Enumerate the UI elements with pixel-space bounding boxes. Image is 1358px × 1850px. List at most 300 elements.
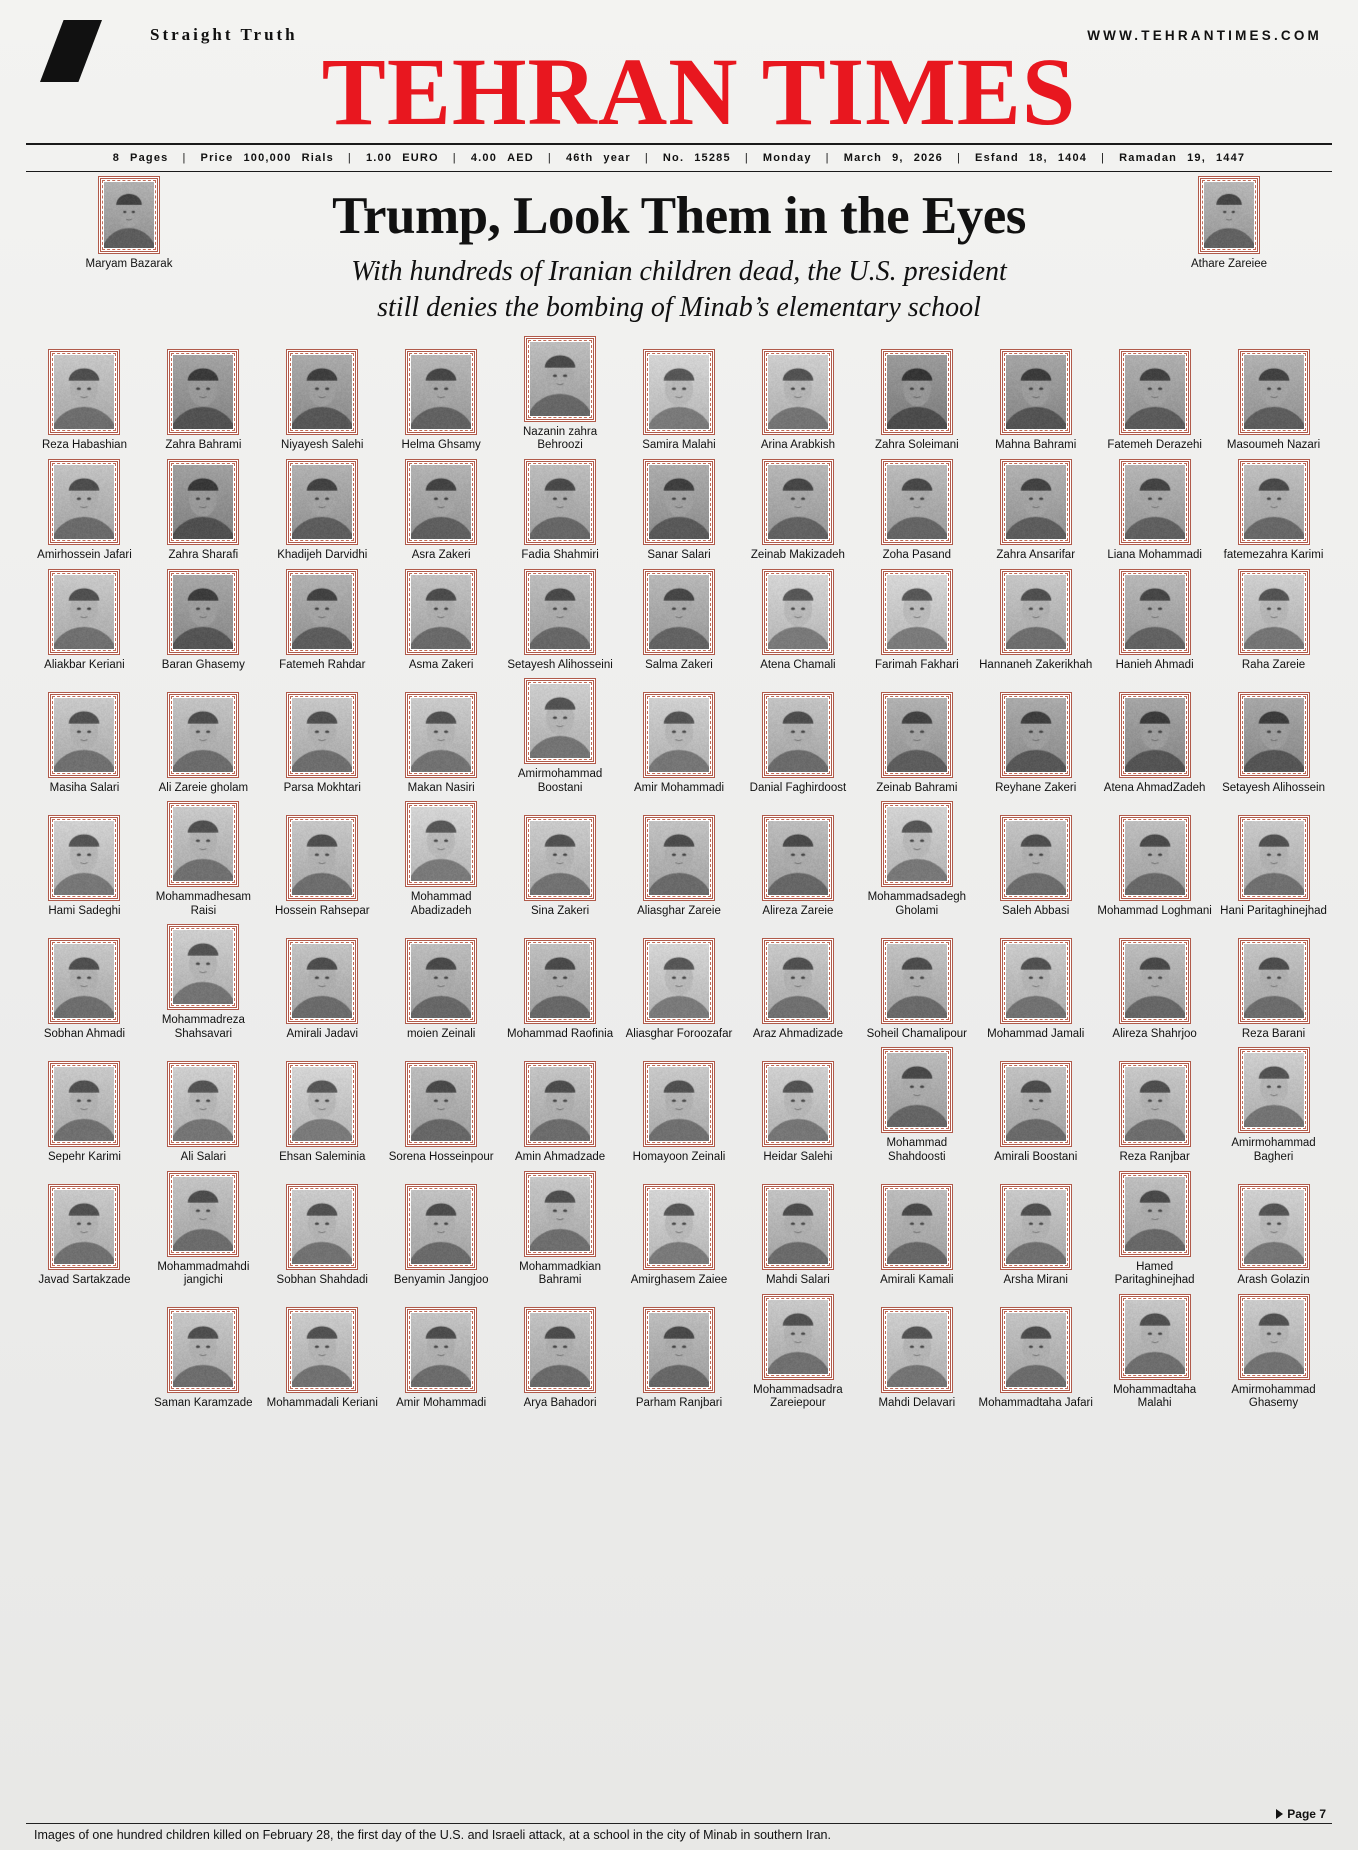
portrait-caption: Aliasghar Zareie (637, 904, 721, 917)
victim-portrait (383, 349, 500, 453)
portrait-cell (264, 1061, 381, 1165)
portrait-photo (54, 575, 114, 649)
victim-portrait (1096, 569, 1213, 673)
photo-frame (643, 1061, 715, 1147)
portrait-caption: Saman Karamzade (154, 1397, 253, 1410)
victim-portrait (145, 1307, 262, 1411)
photo-frame (643, 349, 715, 435)
portrait-caption: Atena Chamali (760, 658, 836, 671)
portrait-cell (383, 349, 500, 453)
portrait-caption: Mohammad Jamali (987, 1027, 1085, 1040)
portrait-photo (768, 465, 828, 539)
portrait-cell (621, 1184, 738, 1288)
portrait-photo (887, 1053, 947, 1127)
victim-portrait (1215, 692, 1332, 796)
victim-portrait (621, 569, 738, 673)
victim-portrait (502, 569, 619, 673)
portrait-caption: Parsa Mokhtari (283, 781, 361, 794)
portrait-cell (977, 1061, 1094, 1165)
portrait-caption: fatemezahra Karimi (1223, 548, 1324, 561)
photo-frame (524, 815, 596, 901)
victim-portrait (739, 569, 856, 673)
victim-portrait (383, 569, 500, 673)
portrait-cell (502, 1061, 619, 1165)
portrait-photo (173, 355, 233, 429)
portrait-photo (411, 1313, 471, 1387)
portrait-photo (1006, 944, 1066, 1018)
victim-portrait (1096, 349, 1213, 453)
portrait-caption: Salma Zakeri (645, 658, 713, 671)
portrait-caption: Atena AhmadZadeh (1103, 781, 1206, 794)
portrait-caption: Zahra Soleimani (874, 439, 959, 452)
photo-frame (1238, 349, 1310, 435)
victim-portrait (26, 938, 143, 1042)
portrait-photo (1125, 1067, 1185, 1141)
photo-frame (1238, 569, 1310, 655)
portrait-cell (383, 692, 500, 796)
portrait-photo (768, 1300, 828, 1374)
portrait-photo (887, 1313, 947, 1387)
portrait-caption: Baran Ghasemy (161, 658, 245, 671)
portrait-cell (1096, 938, 1213, 1042)
portrait-caption: Fatemeh Derazehi (1107, 439, 1202, 452)
portrait-caption: Arina Arabkish (760, 439, 835, 452)
portrait-cell (1215, 1184, 1332, 1288)
portrait-photo (649, 575, 709, 649)
portrait-caption: Amirali Kamali (880, 1274, 954, 1287)
victim-portrait (621, 1184, 738, 1288)
photo-frame (762, 938, 834, 1024)
portrait-photo (1125, 698, 1185, 772)
portrait-cell (977, 459, 1094, 563)
portrait-cell (621, 1307, 738, 1411)
photo-frame (1119, 569, 1191, 655)
photo-frame (643, 569, 715, 655)
masthead (26, 0, 1332, 172)
photo-frame (881, 1307, 953, 1393)
portrait-photo (649, 821, 709, 895)
photo-frame (1000, 815, 1072, 901)
portrait-photo (1006, 1313, 1066, 1387)
portrait-photo (887, 1190, 947, 1264)
portrait-caption: Ehsan Saleminia (279, 1151, 366, 1164)
photo-frame (167, 924, 239, 1010)
info-token: AED (507, 152, 534, 165)
portrait-photo (1244, 698, 1304, 772)
portrait-caption: Setayesh Alihosseini (507, 658, 613, 671)
portrait-photo (530, 1177, 590, 1251)
portrait-cell (502, 459, 619, 563)
photo-frame (762, 1294, 834, 1380)
victim-portrait (1215, 1184, 1332, 1288)
portrait-caption: Amirali Boostani (994, 1151, 1078, 1164)
portrait-photo (649, 465, 709, 539)
portrait-cell (1096, 1294, 1213, 1411)
portrait-photo (1006, 1190, 1066, 1264)
slogan: Straight Truth (150, 25, 298, 44)
portrait-photo (411, 355, 471, 429)
victim-portrait (621, 459, 738, 563)
photo-frame (881, 459, 953, 545)
portrait-photo (1125, 575, 1185, 649)
portrait-caption: Mohammadtaha Jafari (978, 1397, 1093, 1410)
info-token: EURO (402, 152, 439, 165)
portrait-photo (1006, 1067, 1066, 1141)
victim-portrait (858, 569, 975, 673)
portrait-row (26, 801, 1332, 918)
portrait-caption: Khadijeh Darvidhi (277, 548, 368, 561)
victim-portrait (977, 1307, 1094, 1411)
portrait-caption: Benyamin Jangjoo (393, 1274, 489, 1287)
photo-frame (762, 815, 834, 901)
portrait-caption: Sorena Hosseinpour (388, 1151, 494, 1164)
victim-portrait (26, 1061, 143, 1165)
portrait-photo (411, 807, 471, 881)
victim-portrait (502, 678, 619, 795)
portrait-cell (502, 938, 619, 1042)
portrait-caption: Masoumeh Nazari (1226, 439, 1321, 452)
info-token: Esfand (975, 152, 1019, 165)
victim-portrait (739, 815, 856, 919)
portrait-caption: Arash Golazin (1237, 1274, 1310, 1287)
info-separator: | (452, 152, 457, 165)
portrait-caption: Ali Zareie gholam (158, 781, 249, 794)
portrait-cell (739, 938, 856, 1042)
photo-frame (1238, 1294, 1310, 1380)
portrait-caption: Fatemeh Rahdar (279, 658, 366, 671)
portrait-photo (649, 698, 709, 772)
portrait-photo (1244, 944, 1304, 1018)
photo-frame (524, 1171, 596, 1257)
info-token: Rials (301, 152, 334, 165)
headline-block (26, 172, 1332, 332)
portrait-caption: Farimah Fakhari (874, 658, 959, 671)
photo-frame (762, 692, 834, 778)
portrait-photo (768, 944, 828, 1018)
photo-frame (881, 692, 953, 778)
paper-title: TEHRAN TIMES (321, 38, 1077, 145)
victims-portrait-grid (26, 336, 1332, 1411)
portrait-caption: Parham Ranjbari (635, 1397, 723, 1410)
victim-portrait (264, 938, 381, 1042)
portrait-caption: moien Zeinali (406, 1027, 476, 1040)
portrait-photo (1125, 1300, 1185, 1374)
victim-portrait (383, 1184, 500, 1288)
photo-frame (1238, 938, 1310, 1024)
info-separator: | (347, 152, 352, 165)
portrait-cell (26, 349, 143, 453)
victim-portrait (502, 1307, 619, 1411)
portrait-caption: Raha Zareie (1241, 658, 1306, 671)
portrait-cell (383, 801, 500, 918)
victim-portrait (145, 1061, 262, 1165)
info-token: 19, (1187, 152, 1206, 165)
portrait-cell (502, 569, 619, 673)
victim-portrait (145, 924, 262, 1041)
portrait-photo (1204, 182, 1254, 248)
triangle-right-icon (1276, 1809, 1283, 1819)
portrait-cell (739, 815, 856, 919)
portrait-caption: Saleh Abbasi (1002, 904, 1070, 917)
portrait-cell (502, 1171, 619, 1288)
victim-portrait (264, 349, 381, 453)
photo-frame (762, 1184, 834, 1270)
portrait-row (26, 678, 1332, 795)
portrait-photo (1244, 575, 1304, 649)
victim-portrait (1215, 569, 1332, 673)
victim-portrait (739, 349, 856, 453)
portrait-cell (383, 1184, 500, 1288)
victim-portrait (383, 938, 500, 1042)
portrait-photo (292, 944, 352, 1018)
portrait-photo (292, 1067, 352, 1141)
photo-frame (1198, 176, 1260, 254)
photo-frame (1119, 459, 1191, 545)
portrait-caption: Amirhossein Jafari (37, 548, 132, 561)
photo-frame (48, 569, 120, 655)
portrait-photo (54, 1190, 114, 1264)
portrait-photo (54, 465, 114, 539)
photo-frame (524, 569, 596, 655)
info-token: Pages (130, 152, 169, 165)
victim-portrait (977, 459, 1094, 563)
victim-portrait (858, 459, 975, 563)
photo-frame (881, 349, 953, 435)
portrait-cell (264, 459, 381, 563)
website-url[interactable]: WWW.TEHRANTIMES.COM (1087, 27, 1322, 43)
photo-frame (286, 349, 358, 435)
portrait-photo (1006, 575, 1066, 649)
victim-portrait (502, 938, 619, 1042)
portrait-cell (26, 1184, 143, 1288)
photo-frame (286, 1061, 358, 1147)
victim-portrait (26, 1184, 143, 1288)
victim-portrait (502, 336, 619, 453)
victim-portrait (264, 692, 381, 796)
portrait-caption: Mohammad Shahdoosti (886, 1137, 948, 1164)
photo-frame (48, 815, 120, 901)
photo-frame (1119, 815, 1191, 901)
photo-frame (405, 692, 477, 778)
victim-portrait (621, 938, 738, 1042)
portrait-caption: Sobhan Shahdadi (276, 1274, 368, 1287)
portrait-cell (26, 938, 143, 1042)
portrait-photo (649, 944, 709, 1018)
photo-frame (48, 459, 120, 545)
portrait-caption: Helma Ghsamy (401, 439, 481, 452)
victim-portrait (145, 801, 262, 918)
portrait-caption: Athare Zareiee (1190, 258, 1268, 271)
page-headline: Trump, Look Them in the Eyes (332, 187, 1026, 246)
victim-portrait (977, 569, 1094, 673)
photo-frame (167, 801, 239, 887)
portrait-caption: Mahna Bahrami (995, 439, 1077, 452)
portrait-photo (530, 821, 590, 895)
portrait-cell (977, 1184, 1094, 1288)
portrait-caption: Amin Ahmadzade (515, 1151, 606, 1164)
portrait-caption: Reza Ranjbar (1119, 1151, 1190, 1164)
info-token: 46th (565, 152, 594, 165)
victim-portrait (621, 815, 738, 919)
victim-portrait (739, 459, 856, 563)
portrait-caption: Sina Zakeri (530, 904, 590, 917)
victim-portrait (1096, 1171, 1213, 1288)
photo-frame (286, 459, 358, 545)
photo-frame (286, 1184, 358, 1270)
victim-portrait (1215, 1047, 1332, 1164)
victim-portrait (264, 1061, 381, 1165)
subheadline-line-2: still denies the bombing of Minab’s elementary school (377, 292, 981, 324)
portrait-cell (1096, 569, 1213, 673)
photo-frame (643, 815, 715, 901)
victim-portrait (26, 349, 143, 453)
portrait-cell (739, 692, 856, 796)
portrait-caption: Aliasghar Foroozafar (625, 1027, 733, 1040)
photo-frame (524, 336, 596, 422)
portrait-cell (145, 692, 262, 796)
portrait-cell (26, 569, 143, 673)
portrait-cell (264, 349, 381, 453)
photo-frame (1000, 569, 1072, 655)
victim-portrait (1215, 938, 1332, 1042)
photo-frame (1238, 1047, 1310, 1133)
portrait-cell (145, 924, 262, 1041)
portrait-cell (858, 1307, 975, 1411)
portrait-cell (621, 692, 738, 796)
victim-portrait (739, 692, 856, 796)
portrait-caption: Masiha Salari (49, 781, 120, 794)
portrait-row (26, 569, 1332, 673)
corner-portrait-left (70, 176, 188, 272)
victim-portrait (1096, 938, 1213, 1042)
portrait-cell (858, 801, 975, 918)
portrait-cell (1215, 1294, 1332, 1411)
page-reference[interactable] (26, 1807, 1332, 1821)
photo-frame (286, 938, 358, 1024)
portrait-row (26, 1171, 1332, 1288)
portrait-caption: Javad Sartakzade (38, 1274, 131, 1287)
portrait-caption: Hannaneh Zakerikhah (979, 658, 1093, 671)
portrait-caption: Asma Zakeri (408, 658, 474, 671)
victim-portrait (145, 692, 262, 796)
portrait-cell (502, 678, 619, 795)
portrait-cell (383, 1061, 500, 1165)
portrait-caption: Sepehr Karimi (48, 1151, 121, 1164)
portrait-photo (411, 944, 471, 1018)
portrait-caption: Mahdi Salari (765, 1274, 830, 1287)
photo-frame (1119, 1061, 1191, 1147)
victim-portrait (621, 349, 738, 453)
portrait-photo (54, 1067, 114, 1141)
portrait-caption: Mohammad Loghmani (1097, 904, 1212, 917)
victim-portrait (977, 938, 1094, 1042)
victim-portrait (1215, 815, 1332, 919)
portrait-caption: Fadia Shahmiri (521, 548, 599, 561)
info-token: 100,000 (243, 152, 292, 165)
victim-portrait (1096, 692, 1213, 796)
portrait-caption: Zahra Bahrami (165, 439, 242, 452)
portrait-caption: Reza Habashian (41, 439, 127, 452)
victim-portrait (1215, 1294, 1332, 1411)
portrait-row (26, 924, 1332, 1041)
portrait-caption: Mohammadreza Shahsavari (161, 1014, 245, 1040)
portrait-photo (292, 1313, 352, 1387)
portrait-photo (1006, 698, 1066, 772)
photo-frame (1119, 349, 1191, 435)
portrait-cell (145, 459, 262, 563)
photo-frame (1000, 938, 1072, 1024)
photo-frame (1000, 692, 1072, 778)
photo-frame (286, 815, 358, 901)
photo-frame (1238, 692, 1310, 778)
victim-portrait (1096, 459, 1213, 563)
portrait-photo (411, 575, 471, 649)
photo-frame (1119, 1171, 1191, 1257)
photo-frame (643, 1307, 715, 1393)
photo-frame (881, 801, 953, 887)
portrait-row (26, 1047, 1332, 1164)
victim-portrait (264, 1184, 381, 1288)
photo-frame (1238, 1184, 1310, 1270)
photo-frame (643, 692, 715, 778)
victim-portrait (1096, 815, 1213, 919)
portrait-caption: Hossein Rahsepar (274, 904, 370, 917)
victim-portrait (145, 349, 262, 453)
photo-frame (1119, 938, 1191, 1024)
portrait-photo (768, 821, 828, 895)
photo-frame (524, 938, 596, 1024)
info-token: 1447 (1215, 152, 1246, 165)
portrait-photo (887, 355, 947, 429)
portrait-caption: Nazanin zahra Behroozi (523, 425, 598, 452)
victim-portrait (26, 459, 143, 563)
victim-portrait (264, 1307, 381, 1411)
photo-frame (1000, 349, 1072, 435)
portrait-photo (173, 1067, 233, 1141)
issue-info-bar (26, 145, 1332, 171)
victim-portrait (383, 459, 500, 563)
photo-frame (48, 1184, 120, 1270)
portrait-photo (887, 944, 947, 1018)
portrait-photo (54, 944, 114, 1018)
portrait-photo (1125, 355, 1185, 429)
portrait-row (26, 336, 1332, 453)
victim-portrait (264, 569, 381, 673)
portrait-photo (173, 575, 233, 649)
victim-portrait (1215, 349, 1332, 453)
portrait-caption: Araz Ahmadizade (752, 1027, 843, 1040)
portrait-cell (977, 569, 1094, 673)
photo-frame (167, 1061, 239, 1147)
portrait-cell (1215, 815, 1332, 919)
portrait-cell (145, 1061, 262, 1165)
portrait-cell (621, 349, 738, 453)
portrait-cell (26, 459, 143, 563)
portrait-cell (858, 1184, 975, 1288)
portrait-cell (26, 1061, 143, 1165)
portrait-cell (383, 938, 500, 1042)
portrait-photo (1244, 821, 1304, 895)
portrait-caption: Mohammadtaha Malahi (1113, 1383, 1197, 1410)
photo-frame (643, 1184, 715, 1270)
portrait-cell (264, 569, 381, 673)
portrait-caption: Alireza Shahrjoo (1112, 1027, 1197, 1040)
portrait-cell (1215, 349, 1332, 453)
photo-frame (1000, 1061, 1072, 1147)
portrait-cell (1096, 692, 1213, 796)
portrait-caption: Zeinab Bahrami (876, 781, 958, 794)
portrait-caption: Hani Paritaghinejhad (1220, 904, 1327, 917)
